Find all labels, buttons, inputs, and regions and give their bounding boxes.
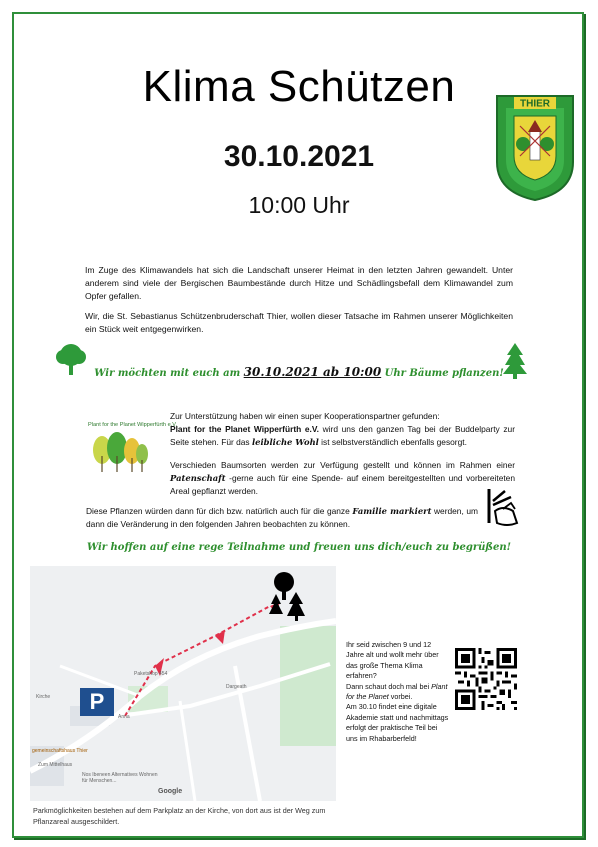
invite-date-time: 30.10.2021 ab 10:00	[243, 365, 382, 379]
invite-line: Wir möchten mit euch am 30.10.2021 ab 10:00 Uhr Bäume pflanzen!	[94, 365, 504, 379]
intro-paragraph-1: Im Zuge des Klimawandels hat sich die Landschaft unserer Heimat in den letzten Jahren gewandelt. Unter anderem sind viele der Bergischen Baumbestände durch Hitze und Schädlingsbefall dem Klimawandel zum Opfer gefallen.	[85, 265, 513, 301]
location-map	[30, 566, 336, 801]
map-label-gemeinschaftshaus: gemeinschaftshaus Thier	[32, 748, 88, 754]
kids-info-text: Ihr seid zwischen 9 und 12 Jahre alt und wollt mehr über das große Thema Klima erfahren? Dann schaut doch mal bei Plant for the Planet vorbei. Am 30.10 findet eine digitale Akademie statt und nachmittags erfolgt der praktische Teil bei uns im Rhabarberfeld!	[346, 640, 449, 743]
trees-paragraph: Verschieden Baumsorten werden zur Verfügung gestellt und können im Rahmen einer Patenschaft -gerne auch für eine Spende- auf einem bereitgestellten und vorbereiteten Areal gepflanzt werden.	[170, 460, 515, 496]
page-title: Klima Schützen	[142, 62, 456, 111]
map-label-paketshop: Paketshop 454	[134, 671, 168, 677]
parking-icon: P	[80, 688, 114, 716]
partner-intro: Zur Unterstützung haben wir einen super Kooperationspartner gefunden:	[170, 411, 440, 421]
hand-planting-icon	[483, 483, 525, 527]
map-label-kirche: Kirche	[36, 694, 51, 700]
map-label-anna: Anna	[118, 714, 130, 720]
qr-code[interactable]	[455, 648, 517, 710]
club-badge-logo	[494, 92, 576, 202]
trees-marker-icon	[268, 570, 310, 622]
event-time: 10:00 Uhr	[248, 192, 350, 218]
closing-line: Wir hoffen auf eine rege Teilnahme und freuen uns dich/euch zu begrüßen!	[86, 542, 512, 553]
partner-logo	[86, 418, 178, 476]
map-google-logo: Google	[158, 788, 183, 795]
parking-note: Parkmöglichkeiten bestehen auf dem Parkplatz an der Kirche, von dort aus ist der Weg zum Pflanzareal ausgeschildert.	[33, 806, 326, 826]
intro-paragraph-2: Wir, die St. Sebastianus Schützenbruderschaft Thier, wollen dieser Tatsache im Rahmen unserer Möglichkeiten ein Stück weit entgegenwirken.	[85, 311, 513, 334]
family-paragraph: Diese Pflanzen würden dann für dich bzw. natürlich auch für die ganze Familie markiert werden, um dann die Veränderung in den folgenden Jahren beobachten zu können.	[86, 506, 478, 529]
event-date: 30.10.2021	[223, 140, 375, 173]
map-label-zum: Zum Mittelhaus	[38, 762, 73, 768]
partner-logo-text: Plant for the Planet Wipperfürth e.V.	[88, 422, 178, 428]
map-label-nos: Nos Ibeneen Alternatives Wohnen für Menschen...	[82, 772, 158, 784]
map-label-dargeath: Dargeath	[226, 684, 247, 690]
badge-org-name: THIER	[520, 98, 550, 110]
partner-description: Plant for the Planet Wipperfürth e.V. wird uns den ganzen Tag bei der Buddelparty zur Seite stehen. Für das leibliche Wohl ist selbstverständlich ebenfalls gesorgt.	[170, 424, 515, 447]
